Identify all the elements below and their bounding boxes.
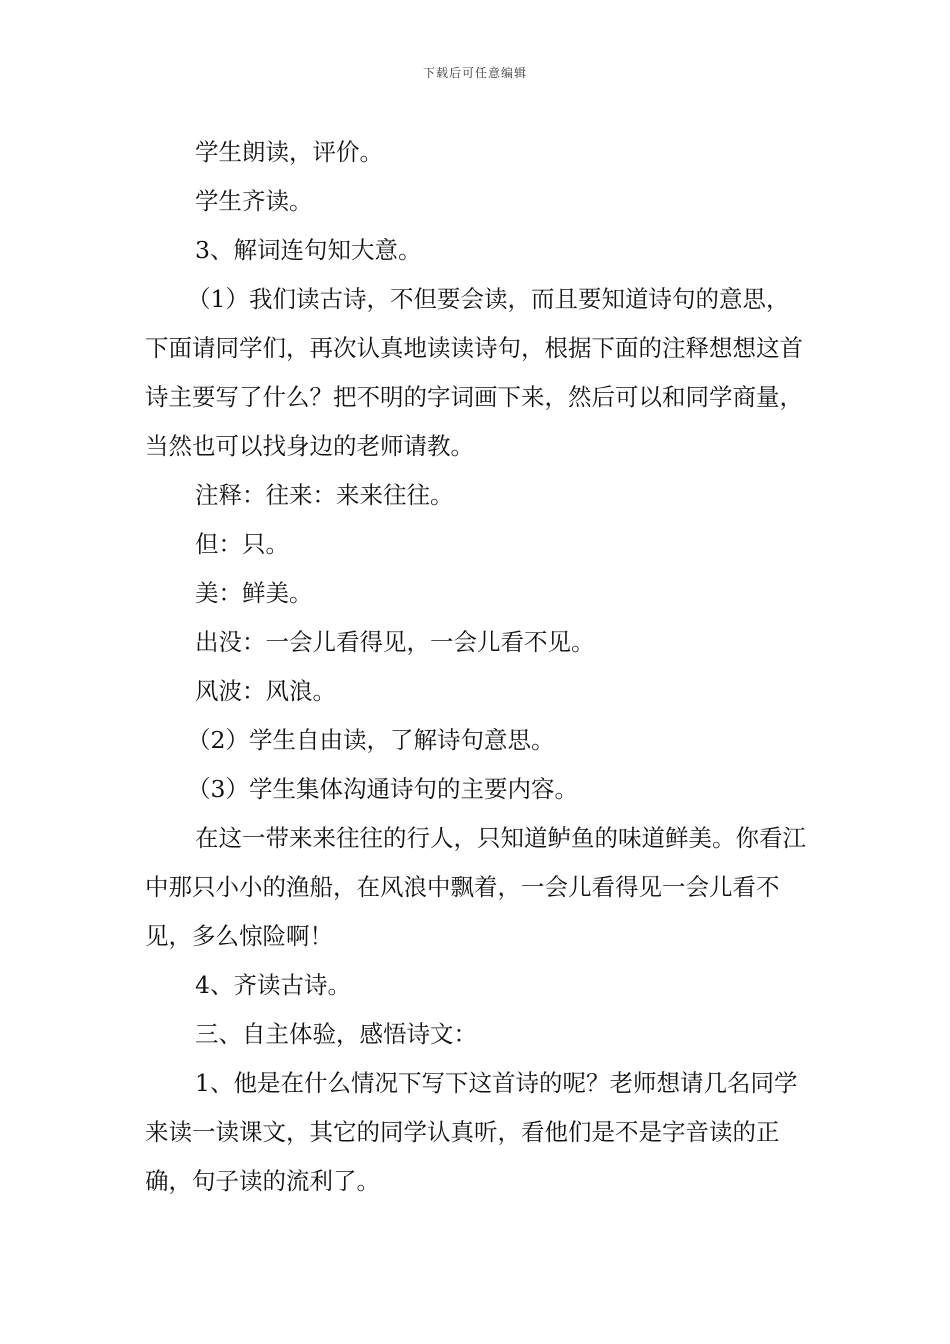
paragraph-students-read-together: 学生齐读。 [195, 187, 313, 215]
paragraph-note-fengbo: 风波：风浪。 [195, 677, 336, 705]
paragraph-part-3-heading: 三、自主体验，感悟诗文： [195, 1020, 477, 1048]
paragraph-note-dan: 但：只。 [195, 530, 289, 558]
paragraph-note-mei: 美：鲜美。 [195, 579, 313, 607]
paragraph-section-4-heading: 4、齐读古诗。 [195, 971, 351, 999]
paragraph-step-1-instructions: （1）我们读古诗，不但要会读，而且要知道诗句的意思，下面请同学们，再次认真地读读诗句，根据下面的注释想想这首诗主要写了什么？把不明的字词画下来，然后可以和同学商量，当然也可以找身边的老师请教。 [145, 285, 803, 460]
paragraph-step-3: （3）学生集体沟通诗句的主要内容。 [187, 775, 578, 803]
paragraph-student-reading-evaluate: 学生朗读，评价。 [195, 138, 383, 166]
paragraph-part-3-item-1: 1、他是在什么情况下写下这首诗的呢？老师想请几名同学来读一读课文，其它的同学认真听，看他们是不是字音读的正确，句子读的流利了。 [145, 1069, 798, 1195]
paragraph-section-3-heading: 3、解词连句知大意。 [195, 236, 422, 264]
document-body [145, 128, 810, 1206]
paragraph-note-chumo: 出没：一会儿看得见，一会儿看不见。 [195, 628, 595, 656]
paragraph-step-2: （2）学生自由读，了解诗句意思。 [187, 726, 555, 754]
paragraph-note-wanglai: 注释：往来：来来往往。 [195, 481, 454, 509]
paragraph-poem-meaning: 在这一带来来往往的行人，只知道鲈鱼的味道鲜美。你看江中那只小小的渔船，在风浪中飘着，一会儿看得见一会儿看不见，多么惊险啊！ [145, 824, 806, 950]
page-header: 下载后可任意编辑 [422, 66, 527, 80]
